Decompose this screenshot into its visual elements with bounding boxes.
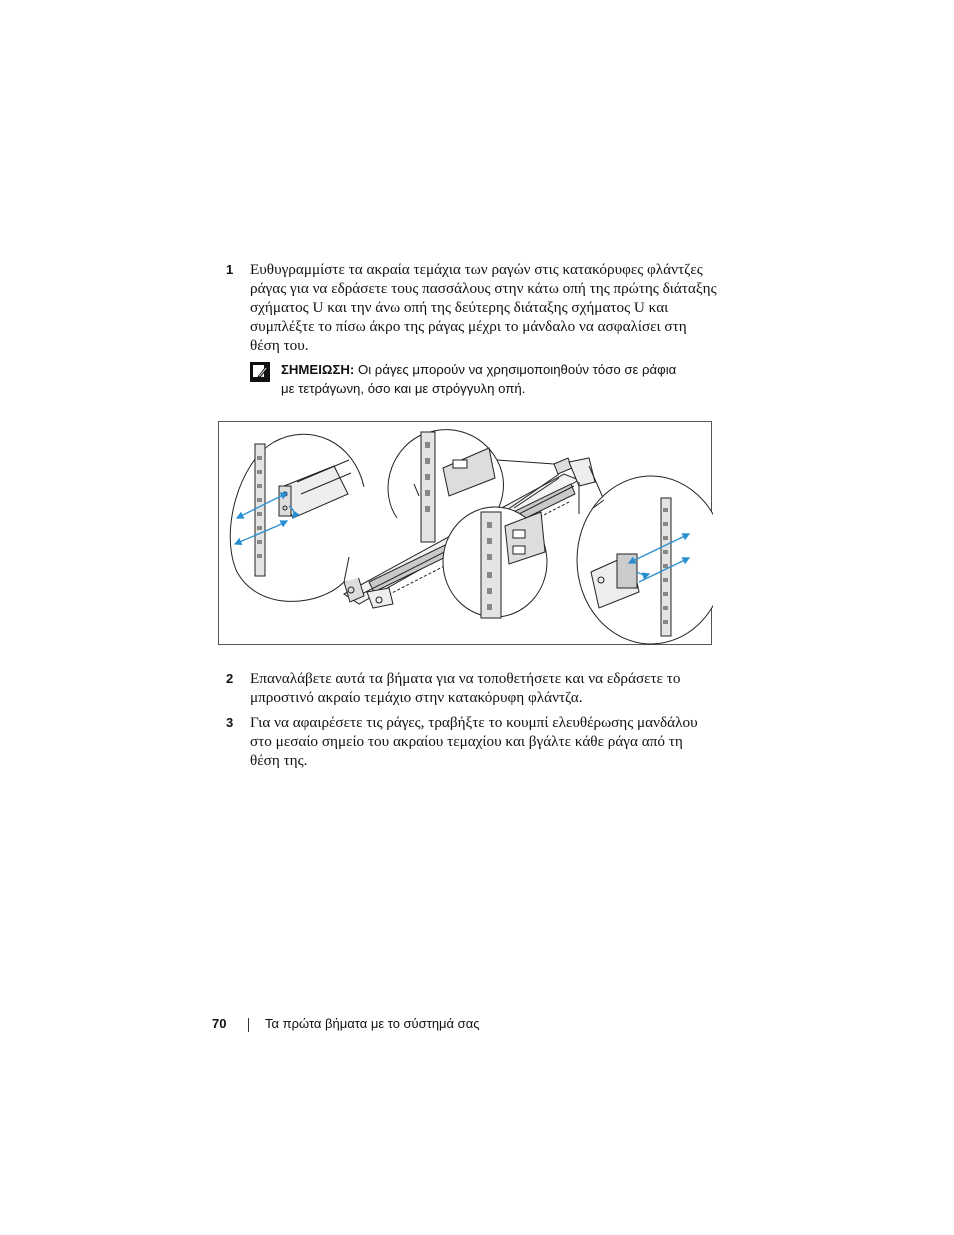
text-line: με τετράγωνη, όσο και με στρόγγυλη οπή.: [281, 381, 526, 396]
text-line: συμπλέξτε το πίσω άκρο της ράγας μέχρι το μάνδαλο να ασφαλίσει στη: [250, 318, 687, 335]
page-number: 70: [212, 1016, 227, 1031]
step-number: 2: [226, 671, 234, 686]
rail-installation-illustration: [219, 422, 713, 646]
step-text: [250, 713, 720, 770]
text-line: Οι ράγες μπορούν να χρησιμοποιηθούν τόσο σε ράφια: [354, 362, 677, 377]
text-line: θέση της.: [250, 752, 308, 769]
text-line: Για να αφαιρέσετε τις ράγες, τραβήξτε το κουμπί ελευθέρωσης μανδάλου: [250, 714, 698, 731]
note-label: ΣΗΜΕΙΩΣΗ:: [281, 362, 355, 377]
text-line: ράγας για να εδράσετε τους πασσάλους στην κάτω οπή της πρώτης διάταξης: [250, 280, 717, 297]
text-line: θέση του.: [250, 337, 309, 354]
text-line: στο μεσαίο σημείο του ακραίου τεμαχίου και βγάλτε κάθε ράγα από τη: [250, 733, 683, 750]
step-text: [250, 260, 720, 355]
step-number: 1: [226, 262, 234, 277]
text-line: μπροστινό ακραίο τεμάχιο στην κατακόρυφη φλάντζα.: [250, 689, 583, 706]
note-text: [281, 360, 721, 398]
footer-divider: [248, 1018, 249, 1032]
text-line: Επαναλάβετε αυτά τα βήματα για να τοποθετήσετε και να εδράσετε το: [250, 670, 681, 687]
footer-title: Τα πρώτα βήματα με το σύστημά σας: [265, 1016, 480, 1031]
rail-installation-figure: [218, 421, 712, 645]
text-line: Ευθυγραμμίστε τα ακραία τεμάχια των ραγών στις κατακόρυφες φλάντζες: [250, 261, 703, 278]
step-text: [250, 669, 720, 707]
note-pencil-icon: [250, 362, 270, 382]
text-line: σχήματος U και την άνω οπή της δεύτερης διάταξης σχήματος U και: [250, 299, 669, 316]
step-number: 3: [226, 715, 234, 730]
